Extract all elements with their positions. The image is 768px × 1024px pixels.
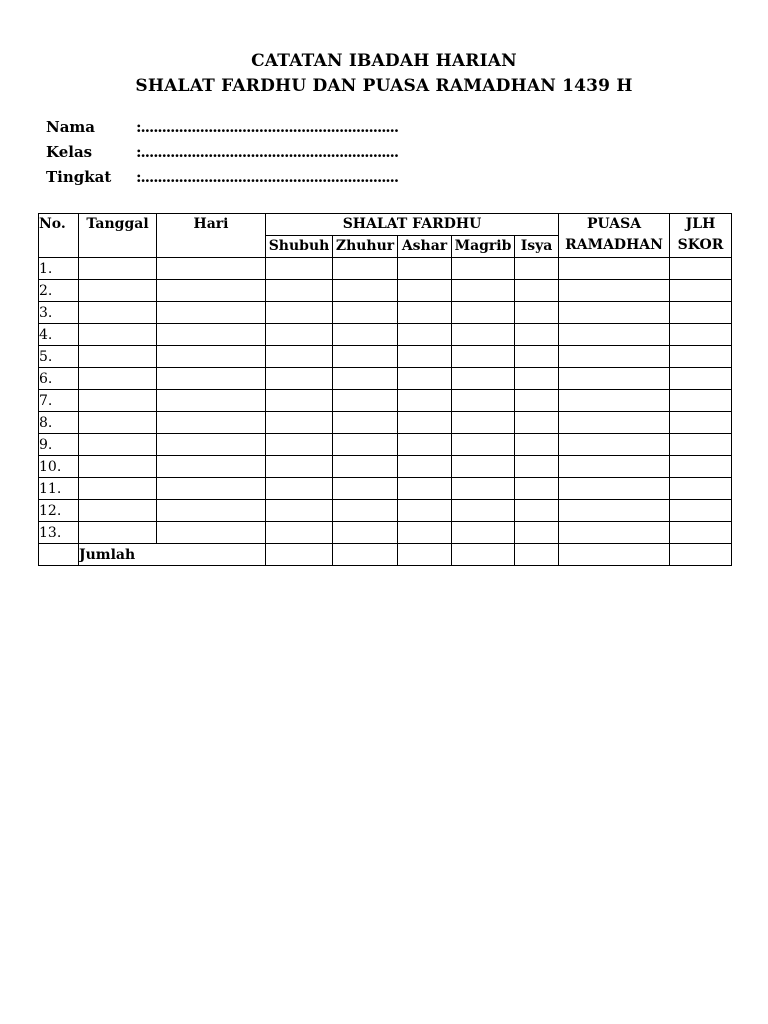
table-cell[interactable] <box>266 258 333 280</box>
table-cell[interactable] <box>559 412 670 434</box>
table-cell[interactable] <box>670 412 732 434</box>
page-subtitle: SHALAT FARDHU DAN PUASA RAMADHAN 1439 H <box>135 76 633 96</box>
table-cell[interactable] <box>333 412 398 434</box>
table-cell[interactable] <box>670 346 732 368</box>
table-row <box>39 280 732 302</box>
table-cell[interactable] <box>559 390 670 412</box>
table-row <box>39 346 732 368</box>
table-cell[interactable] <box>515 302 559 324</box>
table-cell[interactable] <box>515 522 559 544</box>
row-number: 3. <box>39 302 79 324</box>
table-cell[interactable] <box>670 390 732 412</box>
table-cell[interactable] <box>452 500 515 522</box>
table-cell[interactable] <box>157 522 266 544</box>
row-number: 9. <box>39 434 79 456</box>
field-label: Nama <box>46 118 96 136</box>
table-cell[interactable] <box>515 434 559 456</box>
row-number: 7. <box>39 390 79 412</box>
table-cell[interactable] <box>333 478 398 500</box>
table-cell[interactable] <box>559 522 670 544</box>
header-jlh-skor <box>670 214 732 258</box>
table-cell[interactable] <box>559 368 670 390</box>
table-cell[interactable] <box>79 368 157 390</box>
table-cell[interactable] <box>559 280 670 302</box>
row-number: 8. <box>39 412 79 434</box>
row-number: 12. <box>39 500 79 522</box>
table-cell[interactable] <box>398 346 452 368</box>
table-cell[interactable] <box>266 368 333 390</box>
table-row <box>39 368 732 390</box>
table-cell[interactable] <box>515 456 559 478</box>
table-cell[interactable] <box>333 434 398 456</box>
table-row-total <box>39 544 732 566</box>
table-cell[interactable] <box>398 544 452 566</box>
table-cell[interactable] <box>79 346 157 368</box>
table-cell[interactable] <box>398 368 452 390</box>
table-cell[interactable] <box>452 412 515 434</box>
table-cell[interactable] <box>79 456 157 478</box>
table-cell[interactable] <box>157 456 266 478</box>
table-cell[interactable] <box>266 346 333 368</box>
table-cell[interactable] <box>157 478 266 500</box>
table-cell[interactable] <box>452 434 515 456</box>
table-cell[interactable] <box>398 302 452 324</box>
table-cell[interactable] <box>559 258 670 280</box>
header-puasa-line1: PUASA <box>586 216 642 232</box>
row-number: 11. <box>39 478 79 500</box>
table-cell[interactable] <box>333 390 398 412</box>
table-cell[interactable] <box>398 478 452 500</box>
table-cell[interactable] <box>559 500 670 522</box>
table-cell[interactable] <box>79 522 157 544</box>
row-number: 2. <box>39 280 79 302</box>
table-cell[interactable] <box>333 258 398 280</box>
table-cell[interactable] <box>559 434 670 456</box>
header-skor-line1: JLH <box>685 216 716 232</box>
table-cell[interactable] <box>559 302 670 324</box>
table-row <box>39 412 732 434</box>
table-cell[interactable] <box>515 390 559 412</box>
table-row <box>39 434 732 456</box>
total-no-cell <box>39 544 79 566</box>
table-cell[interactable] <box>333 302 398 324</box>
table-cell[interactable] <box>452 544 515 566</box>
header-no: No. <box>39 214 79 258</box>
table-cell[interactable] <box>515 324 559 346</box>
table-cell[interactable] <box>398 280 452 302</box>
table-cell[interactable] <box>452 280 515 302</box>
table-cell[interactable] <box>157 390 266 412</box>
table-cell[interactable] <box>266 390 333 412</box>
table-body <box>39 258 732 566</box>
table-row <box>39 522 732 544</box>
table-cell[interactable] <box>515 346 559 368</box>
table-cell[interactable] <box>157 346 266 368</box>
table-cell[interactable] <box>515 258 559 280</box>
field-blank: :............................................................. <box>136 168 399 186</box>
header-skor-line2: SKOR <box>677 237 724 253</box>
table-cell[interactable] <box>266 456 333 478</box>
table-cell[interactable] <box>452 390 515 412</box>
table-cell[interactable] <box>670 456 732 478</box>
field-blank: :............................................................. <box>136 143 399 161</box>
table-cell[interactable] <box>398 390 452 412</box>
table-cell[interactable] <box>452 368 515 390</box>
total-label: Jumlah <box>79 544 266 566</box>
table-cell[interactable] <box>157 434 266 456</box>
table-cell[interactable] <box>452 522 515 544</box>
field-kelas <box>46 142 398 162</box>
table-cell[interactable] <box>515 280 559 302</box>
table-cell[interactable] <box>398 258 452 280</box>
table-cell[interactable] <box>670 324 732 346</box>
table-cell[interactable] <box>333 500 398 522</box>
table-cell[interactable] <box>398 522 452 544</box>
table-cell[interactable] <box>266 544 333 566</box>
table-cell[interactable] <box>266 478 333 500</box>
table-cell[interactable] <box>266 324 333 346</box>
table-cell[interactable] <box>398 500 452 522</box>
table-cell[interactable] <box>157 302 266 324</box>
header-hari: Hari <box>157 214 266 258</box>
table-cell[interactable] <box>79 412 157 434</box>
table-row <box>39 324 732 346</box>
table-cell[interactable] <box>670 478 732 500</box>
header-tanggal: Tanggal <box>79 214 157 258</box>
table-cell[interactable] <box>670 302 732 324</box>
table-cell[interactable] <box>333 280 398 302</box>
table-cell[interactable] <box>559 478 670 500</box>
table-cell[interactable] <box>79 280 157 302</box>
field-nama <box>46 117 398 137</box>
field-label: Tingkat <box>46 168 112 186</box>
table-cell[interactable] <box>559 346 670 368</box>
table-cell[interactable] <box>266 434 333 456</box>
worship-record-table <box>38 213 732 566</box>
header-zhuhur: Zhuhur <box>333 236 398 258</box>
table-cell[interactable] <box>79 302 157 324</box>
table-cell[interactable] <box>157 500 266 522</box>
table-cell[interactable] <box>398 324 452 346</box>
table-cell[interactable] <box>79 478 157 500</box>
table-cell[interactable] <box>515 368 559 390</box>
table-cell[interactable] <box>670 434 732 456</box>
field-tingkat <box>46 167 398 187</box>
table-cell[interactable] <box>559 544 670 566</box>
table-cell[interactable] <box>266 302 333 324</box>
row-number: 5. <box>39 346 79 368</box>
table-cell[interactable] <box>398 434 452 456</box>
table-cell[interactable] <box>670 522 732 544</box>
table-cell[interactable] <box>515 500 559 522</box>
row-number: 10. <box>39 456 79 478</box>
table-cell[interactable] <box>157 324 266 346</box>
table-cell[interactable] <box>670 500 732 522</box>
table-cell[interactable] <box>515 544 559 566</box>
table-cell[interactable] <box>157 368 266 390</box>
field-label: Kelas <box>46 143 93 161</box>
table-cell[interactable] <box>398 456 452 478</box>
table-row <box>39 500 732 522</box>
header-isya: Isya <box>515 236 559 258</box>
page-title: CATATAN IBADAH HARIAN <box>251 51 517 71</box>
table-cell[interactable] <box>670 544 732 566</box>
table-cell[interactable] <box>266 412 333 434</box>
header-puasa-ramadhan <box>559 214 670 258</box>
table-cell[interactable] <box>333 324 398 346</box>
row-number: 4. <box>39 324 79 346</box>
table-cell[interactable] <box>333 544 398 566</box>
table-cell[interactable] <box>670 280 732 302</box>
table-cell[interactable] <box>515 478 559 500</box>
table-cell[interactable] <box>333 456 398 478</box>
row-number: 1. <box>39 258 79 280</box>
table-row <box>39 390 732 412</box>
table-row <box>39 456 732 478</box>
table-cell[interactable] <box>452 324 515 346</box>
field-blank: :............................................................. <box>136 118 399 136</box>
header-shalat-fardhu: SHALAT FARDHU <box>266 214 559 236</box>
table-cell[interactable] <box>266 522 333 544</box>
row-number: 13. <box>39 522 79 544</box>
header-ashar: Ashar <box>398 236 452 258</box>
table-cell[interactable] <box>452 346 515 368</box>
table-cell[interactable] <box>333 346 398 368</box>
header-puasa-line2: RAMADHAN <box>565 237 663 253</box>
table-row <box>39 478 732 500</box>
table-cell[interactable] <box>515 412 559 434</box>
table-cell[interactable] <box>79 390 157 412</box>
table-row <box>39 258 732 280</box>
table-cell[interactable] <box>452 456 515 478</box>
table-cell[interactable] <box>79 434 157 456</box>
table-cell[interactable] <box>79 324 157 346</box>
table-cell[interactable] <box>333 368 398 390</box>
table-cell[interactable] <box>157 280 266 302</box>
table-cell[interactable] <box>559 324 670 346</box>
table-cell[interactable] <box>157 258 266 280</box>
table-cell[interactable] <box>452 258 515 280</box>
table-row <box>39 302 732 324</box>
table-cell[interactable] <box>79 258 157 280</box>
table-cell[interactable] <box>157 412 266 434</box>
table-cell[interactable] <box>398 412 452 434</box>
table-cell[interactable] <box>670 368 732 390</box>
table-cell[interactable] <box>266 500 333 522</box>
header-shubuh: Shubuh <box>266 236 333 258</box>
table-cell[interactable] <box>670 258 732 280</box>
table-cell[interactable] <box>333 522 398 544</box>
table-cell[interactable] <box>79 500 157 522</box>
header-magrib: Magrib <box>452 236 515 258</box>
table-cell[interactable] <box>452 302 515 324</box>
table-cell[interactable] <box>266 280 333 302</box>
row-number: 6. <box>39 368 79 390</box>
table-cell[interactable] <box>559 456 670 478</box>
table-cell[interactable] <box>452 478 515 500</box>
